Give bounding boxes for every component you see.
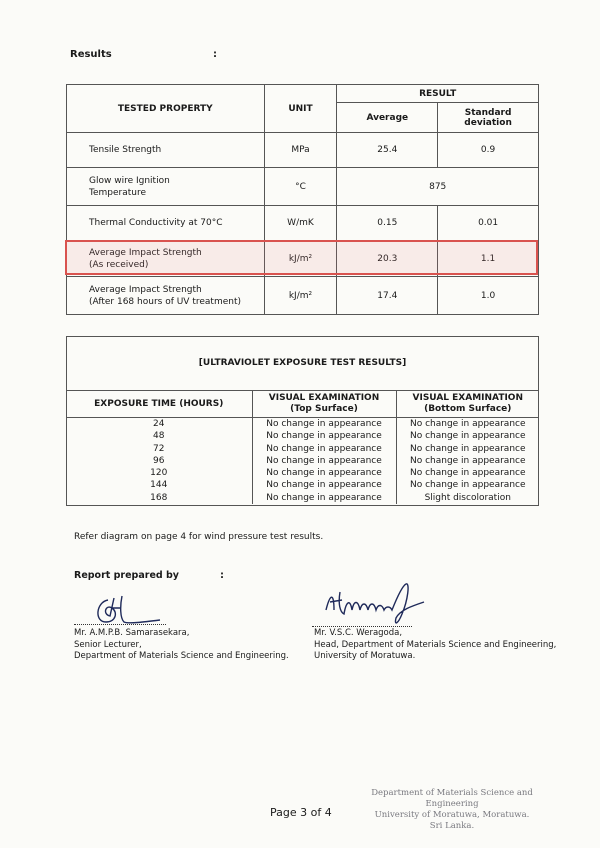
std-cell: 0.9 <box>438 133 539 168</box>
property-line1: Average Impact Strength <box>89 247 202 258</box>
unit-cell: MPa <box>264 133 337 168</box>
header-exposure-time: EXPOSURE TIME (HOURS) <box>66 391 252 418</box>
signatory-2-block <box>314 628 556 663</box>
table-row <box>67 206 539 241</box>
property-line2: (As received) <box>89 259 149 270</box>
list-item: 144 <box>150 480 168 491</box>
hours-column <box>66 418 252 505</box>
std-cell: 1.0 <box>438 277 539 315</box>
stamp-line2: University of Moratuwa, Moratuwa. <box>374 810 530 820</box>
list-item: 168 <box>150 492 168 503</box>
header-bottom-surface <box>396 391 539 418</box>
table-row <box>67 133 539 168</box>
list-item: 120 <box>150 468 168 479</box>
merged-result-cell: 875 <box>337 168 539 206</box>
property-cell <box>67 277 265 315</box>
average-cell: 0.15 <box>337 206 438 241</box>
signatory-1-dept: Department of Materials Science and Engineering. <box>74 651 289 661</box>
signatory-1-title: Senior Lecturer, <box>74 639 142 650</box>
signatory-2-title: Head, Department of Materials Science and Engineering, <box>314 639 557 650</box>
list-item: No change in appearance <box>409 468 526 479</box>
property-line2: Temperature <box>89 187 147 198</box>
list-item: No change in appearance <box>409 419 526 429</box>
header-std-deviation <box>438 103 539 133</box>
header-unit: UNIT <box>264 85 337 133</box>
signature-samarasekara <box>90 594 170 628</box>
list-item: No change in appearance <box>266 443 382 454</box>
header-average: Average <box>337 103 438 133</box>
prepared-by-label: Report prepared by <box>74 570 179 581</box>
header-top-line1: VISUAL EXAMINATION <box>268 393 380 403</box>
unit-cell: W/mK <box>264 206 337 241</box>
signature-weragoda <box>320 580 430 630</box>
stamp-line3: Sri Lanka. <box>429 821 475 831</box>
list-item: No change in appearance <box>409 480 526 491</box>
std-cell: 0.01 <box>438 206 539 241</box>
property-line2: (After 168 hours of UV treatment) <box>89 296 241 307</box>
property-cell: Thermal Conductivity at 70°C <box>67 206 265 241</box>
signatory-1-name: Mr. A.M.P.B. Samarasekara, <box>74 628 190 638</box>
department-stamp <box>350 788 554 832</box>
property-line1: Average Impact Strength <box>89 284 202 295</box>
list-item: No change in appearance <box>266 480 382 491</box>
bottom-surface-column <box>396 418 539 505</box>
header-std-line1: Standard <box>464 107 512 118</box>
header-result: RESULT <box>337 85 539 103</box>
property-cell: Tensile Strength <box>67 133 265 168</box>
list-item: Slight discoloration <box>424 492 511 503</box>
top-surface-column <box>252 418 396 505</box>
signature-line-2 <box>312 626 412 627</box>
average-cell: 17.4 <box>337 277 438 315</box>
signatory-2-dept: University of Moratuwa. <box>314 651 416 661</box>
header-std-line2: deviation <box>464 117 512 128</box>
unit-cell: kJ/m² <box>264 241 337 277</box>
signatory-1-block <box>74 628 289 663</box>
header-bottom-line1: VISUAL EXAMINATION <box>412 393 523 403</box>
header-tested-property: TESTED PROPERTY <box>67 85 265 133</box>
list-item: No change in appearance <box>266 492 382 503</box>
results-colon: : <box>213 49 217 60</box>
stamp-line1: Department of Materials Science and Engineering <box>371 788 533 809</box>
table-row <box>67 277 539 315</box>
table-row <box>67 168 539 206</box>
list-item: No change in appearance <box>266 468 382 479</box>
list-item: No change in appearance <box>409 443 526 454</box>
uv-table <box>66 390 539 504</box>
uv-table-title: [ULTRAVIOLET EXPOSURE TEST RESULTS] <box>198 358 407 368</box>
page-number: Page 3 of 4 <box>270 806 332 819</box>
list-item: 48 <box>153 431 165 442</box>
list-item: No change in appearance <box>266 431 382 442</box>
average-cell: 25.4 <box>337 133 438 168</box>
unit-cell: kJ/m² <box>264 277 337 315</box>
std-cell: 1.1 <box>438 241 539 277</box>
results-table <box>66 84 539 315</box>
property-cell <box>67 168 265 206</box>
signature-line-1 <box>74 624 166 625</box>
list-item: 96 <box>153 455 165 466</box>
signatory-2-name: Mr. V.S.C. Weragoda, <box>314 628 403 638</box>
highlight-box <box>65 240 538 275</box>
property-line1: Glow wire Ignition <box>89 175 170 186</box>
results-heading: Results <box>70 49 112 60</box>
list-item: No change in appearance <box>266 455 382 466</box>
list-item: No change in appearance <box>266 419 382 429</box>
header-top-surface <box>252 391 396 418</box>
list-item: 72 <box>153 443 165 454</box>
unit-cell: °C <box>264 168 337 206</box>
header-bottom-line2: (Bottom Surface) <box>424 404 512 414</box>
list-item: 24 <box>153 419 165 429</box>
wind-pressure-note: Refer diagram on page 4 for wind pressure test results. <box>74 532 324 542</box>
list-item: No change in appearance <box>409 455 526 466</box>
average-cell: 20.3 <box>337 241 438 277</box>
prepared-by-colon: : <box>220 570 224 581</box>
list-item: No change in appearance <box>409 431 526 442</box>
header-top-line2: (Top Surface) <box>290 404 358 414</box>
